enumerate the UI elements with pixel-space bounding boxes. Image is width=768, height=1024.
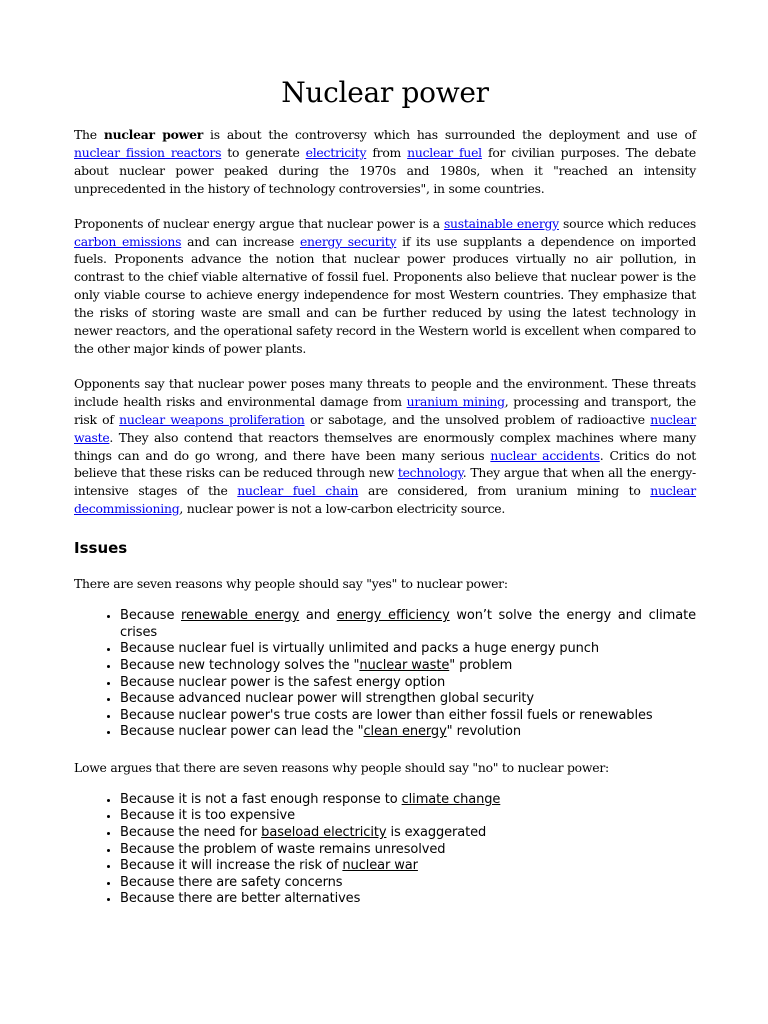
link-carbon-emissions[interactable]: carbon emissions	[74, 233, 182, 249]
link-electricity[interactable]: electricity	[305, 144, 367, 160]
list-item: • Because nuclear power can lead the "clean energy" revolution	[120, 724, 696, 741]
underlined-term[interactable]: renewable energy	[181, 608, 300, 624]
underlined-term[interactable]: nuclear war	[342, 858, 418, 874]
intro-paragraph: The nuclear power is about the controversy which has surrounded the deployment and use of nuclear fission reactors to generate electricity from nuclear fuel for civilian purposes. The debate about nuclear power peaked during the 1970s and 1980s, when it "reached an intensity unprecedented in the history of technology controversies", in some countries.	[74, 127, 696, 196]
underlined-term[interactable]: clean energy	[363, 724, 447, 740]
list-item: • Because there are safety concerns	[120, 875, 696, 892]
list-item: • Because advanced nuclear power will strengthen global security	[120, 691, 696, 708]
list-item: • Because it is too expensive	[120, 808, 696, 825]
no-reasons-list	[74, 792, 696, 908]
no-reasons-lead: Lowe argues that there are seven reasons why people should say "no" to nuclear power:	[74, 759, 609, 775]
link-nuclear-fuel-chain[interactable]: nuclear fuel chain	[237, 483, 359, 499]
link-energy-security[interactable]: energy security	[299, 233, 397, 249]
underlined-term[interactable]: nuclear waste	[359, 657, 450, 673]
bold-term: nuclear power	[103, 127, 203, 142]
link-nuclear-waste[interactable]: nuclear waste	[74, 411, 696, 445]
list-item: • Because it is not a fast enough response to climate change	[120, 792, 696, 809]
link-sustainable-energy[interactable]: sustainable energy	[443, 215, 559, 231]
link-nuclear-fuel[interactable]: nuclear fuel	[407, 144, 482, 160]
underlined-term[interactable]: energy efficiency	[336, 608, 450, 624]
underlined-term[interactable]: climate change	[401, 791, 501, 807]
link-technology[interactable]: technology	[397, 465, 463, 481]
link-nuclear-accidents[interactable]: nuclear accidents	[490, 447, 600, 463]
list-item: • Because nuclear power is the safest energy option	[120, 675, 696, 692]
yes-reasons-lead: There are seven reasons why people should say "yes" to nuclear power:	[74, 576, 508, 592]
list-item: • Because there are better alternatives	[120, 891, 696, 908]
link-uranium-mining[interactable]: uranium mining	[406, 393, 505, 409]
list-item: • Because the problem of waste remains unresolved	[120, 842, 696, 859]
opponents-paragraph: Opponents say that nuclear power poses many threats to people and the environment. These threats include health risks and environmental damage from uranium mining, processing and transport, the risk of nuclear weapons proliferation or sabotage, and the unsolved problem of radioactive nuclear waste. They also contend that reactors themselves are enormously complex machines where many things can and do go wrong, and there have been many serious nuclear accidents. Critics do not believe that these risks can be reduced through new technology. They argue that when all the energy-intensive stages of the nuclear fuel chain are considered, from uranium mining to nuclear decommissioning, nuclear power is not a low-carbon electricity source.	[74, 375, 697, 517]
link-nuclear-fission-reactors[interactable]: nuclear fission reactors	[74, 144, 222, 160]
list-item: • Because renewable energy and energy efficiency won’t solve the energy and climate crises	[120, 608, 696, 641]
page-title: Nuclear power	[281, 76, 489, 109]
yes-reasons-list	[74, 608, 696, 741]
proponents-paragraph: Proponents of nuclear energy argue that nuclear power is a sustainable energy source which reduces carbon emissions and can increase energy security if its use supplants a dependence on imported fuels. Proponents advance the notion that nuclear power produces virtually no air pollution, in contrast to the chief viable alternative of fossil fuel. Proponents also believe that nuclear power is the only viable course to achieve energy independence for most Western countries. They emphasize that the risks of storing waste are small and can be further reduced by using the latest technology in newer reactors, and the operational safety record in the Western world is excellent when compared to the other major kinds of power plants.	[74, 215, 697, 356]
list-item: • Because nuclear fuel is virtually unlimited and packs a huge energy punch	[120, 641, 696, 658]
list-item: • Because new technology solves the "nuclear waste" problem	[120, 658, 696, 675]
list-item: • Because the need for baseload electricity is exaggerated	[120, 825, 696, 842]
link-nuclear-decommissioning[interactable]: nuclear decommissioning	[74, 483, 696, 517]
list-item: • Because nuclear power's true costs are lower than either fossil fuels or renewables	[120, 708, 696, 725]
section-heading-issues: Issues	[74, 539, 128, 558]
underlined-term[interactable]: baseload electricity	[261, 825, 387, 841]
list-item: • Because it will increase the risk of nuclear war	[120, 858, 696, 875]
link-nuclear-weapons-proliferation[interactable]: nuclear weapons proliferation	[119, 411, 305, 427]
